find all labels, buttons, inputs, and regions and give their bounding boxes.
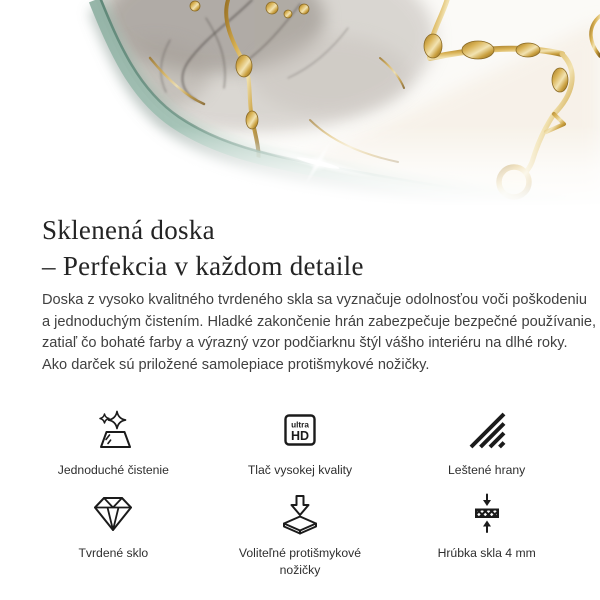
feature-label: Jednoduché čistenie <box>57 463 169 477</box>
title-line-2: – Perfekcia v každom detaile <box>42 251 364 281</box>
feature-label: Tvrdené sklo <box>78 546 149 561</box>
feature-glass-thickness <box>393 489 580 579</box>
product-description <box>42 290 597 376</box>
description-line: a jednoduchým čistením. Hladké zakončenie hrán zabezpečuje bezpečné používanie, <box>42 313 597 330</box>
page-title <box>42 212 558 284</box>
feature-tempered-glass <box>20 489 207 579</box>
description-line: Doska z vysoko kvalitného tvrdeného skla sa vyznačuje odolnosťou voči poškodeniu <box>42 292 587 308</box>
anti-slip-feet-icon <box>276 489 324 537</box>
description-line: zatiaľ čo bohaté farby a výrazný vzor podčiarknu štýl vášho interiéru na dlhé roky. <box>42 335 568 351</box>
description-line: Ako darček sú priložené samolepiace protišmykové nožičky. <box>42 356 430 373</box>
features-grid <box>20 406 580 579</box>
feature-label: Voliteľné protišmykové nožičky <box>238 546 362 578</box>
feature-easy-cleaning <box>20 406 207 479</box>
feature-print-quality <box>207 406 394 479</box>
svg-text:HD: HD <box>290 429 310 443</box>
title-line-1: Sklenená doska <box>42 215 215 245</box>
feature-polished-edges <box>393 406 580 479</box>
glass-thickness-icon <box>463 489 511 537</box>
ultra-hd-icon <box>276 406 324 454</box>
product-copy <box>0 212 600 579</box>
sparkle-clean-icon <box>89 406 137 454</box>
svg-text:ultra: ultra <box>291 420 309 430</box>
white-fade <box>0 120 600 212</box>
feature-label: Leštené hrany <box>448 463 526 477</box>
glass-table-photo <box>0 0 600 212</box>
diamond-icon <box>89 489 137 537</box>
feature-label: Hrúbka skla 4 mm <box>437 546 536 561</box>
feature-label: Tlač vysokej kvality <box>247 463 353 477</box>
feature-anti-slip-feet <box>207 489 394 579</box>
polished-edges-icon <box>463 406 511 454</box>
product-photo <box>0 0 600 212</box>
